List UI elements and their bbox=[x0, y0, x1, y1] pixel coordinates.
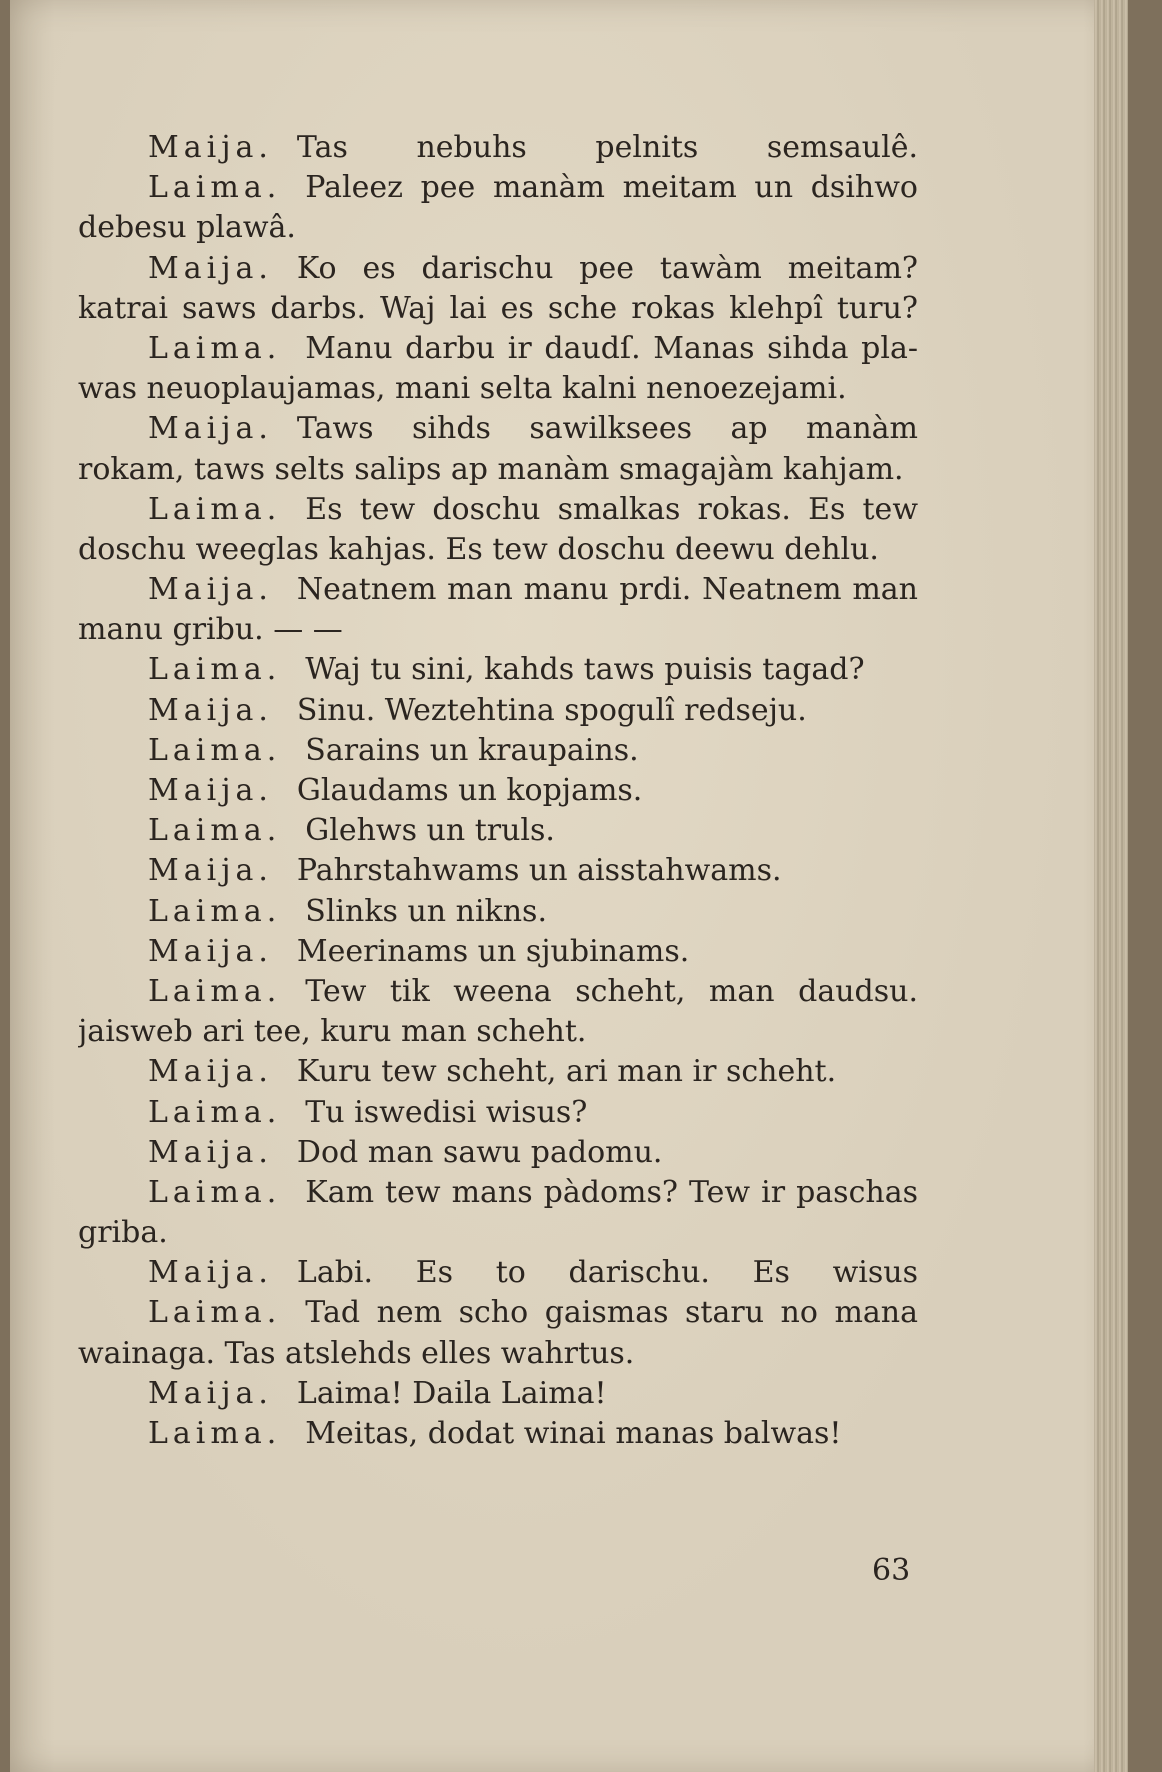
speaker-label: Laima. bbox=[148, 330, 282, 366]
text-line bbox=[78, 530, 918, 570]
text-line bbox=[78, 329, 918, 369]
line-text: Kuru tew scheht, ari man ir scheht. bbox=[296, 1054, 837, 1090]
line-text: Neatnem man manu prdi. Neatnem man bbox=[296, 572, 918, 608]
text-line bbox=[78, 771, 918, 811]
speaker-label: Maija. bbox=[148, 933, 273, 969]
line-text: jaisweb ari tee, kuru man scheht. bbox=[78, 1014, 587, 1050]
text-line bbox=[78, 1334, 918, 1374]
line-text: rokam, taws selts salips ap manàm smagajàm kahjam. bbox=[78, 451, 904, 487]
text-line bbox=[78, 811, 918, 851]
line-text: Pahrstahwams un aisstahwams. bbox=[296, 853, 782, 889]
text-line bbox=[78, 731, 918, 771]
line-text: Laima! Daila Laima! bbox=[296, 1375, 607, 1411]
line-text: Sinu. Weztehtina spogulî redseju. bbox=[296, 692, 807, 728]
speaker-label: Maija. bbox=[148, 692, 273, 728]
text-line bbox=[78, 208, 918, 248]
speaker-label: Laima. bbox=[148, 170, 282, 206]
line-text: Meitas, dodat winai manas balwas! bbox=[305, 1416, 842, 1451]
line-text: Taws sihds sawilksees ap manàm bbox=[296, 411, 918, 447]
text-line bbox=[78, 1374, 918, 1414]
text-line bbox=[78, 1253, 918, 1293]
line-text: katrai saws darbs. Waj lai es sche rokas klehpî turu? bbox=[78, 290, 918, 326]
text-line bbox=[78, 1293, 918, 1333]
line-text: Glehws un truls. bbox=[305, 813, 555, 849]
line-text: Tu iswedisi wisus? bbox=[305, 1094, 588, 1130]
speaker-label: Laima. bbox=[148, 973, 282, 1009]
page-edge bbox=[1094, 0, 1128, 1772]
line-text: griba. bbox=[78, 1215, 168, 1251]
text-line bbox=[78, 1414, 918, 1454]
text-line bbox=[78, 1093, 918, 1133]
line-text: Sarains un kraupains. bbox=[305, 732, 639, 768]
speaker-label: Maija. bbox=[148, 773, 273, 808]
line-text: Tad nem scho gaismas staru no mana bbox=[305, 1295, 918, 1331]
speaker-label: Maija. bbox=[148, 250, 273, 286]
text-line bbox=[78, 409, 918, 449]
speaker-label: Laima. bbox=[148, 813, 282, 849]
text-line bbox=[78, 691, 918, 731]
line-text: Dod man sawu padomu. bbox=[296, 1134, 663, 1170]
line-text: Manu darbu ir daudſ. Manas sihda pla- bbox=[305, 330, 918, 366]
speaker-label: Maija. bbox=[148, 411, 273, 447]
line-text: Tew tik weena scheht, man daudsu. bbox=[305, 973, 918, 1009]
speaker-label: Laima. bbox=[148, 1174, 282, 1210]
speaker-label: Laima. bbox=[148, 491, 282, 527]
text-line bbox=[78, 450, 918, 490]
speaker-label: Maija. bbox=[148, 130, 273, 165]
text-line bbox=[78, 369, 918, 409]
speaker-label: Maija. bbox=[148, 853, 273, 889]
speaker-label: Laima. bbox=[148, 652, 282, 688]
line-text: Ko es darischu pee tawàm meitam? bbox=[296, 250, 918, 286]
line-text: debesu plawâ. bbox=[78, 210, 296, 246]
speaker-label: Maija. bbox=[148, 1134, 273, 1170]
text-line bbox=[78, 1012, 918, 1052]
line-text: Slinks un nikns. bbox=[305, 893, 547, 929]
speaker-label: Maija. bbox=[148, 572, 273, 608]
text-line bbox=[78, 650, 918, 690]
text-line bbox=[78, 892, 918, 932]
line-text: doschu weeglas kahjas. Es tew doschu deewu dehlu. bbox=[78, 531, 879, 567]
text-line bbox=[78, 851, 918, 891]
text-line bbox=[78, 1133, 918, 1173]
text-line bbox=[78, 128, 918, 168]
line-text: Kam tew mans pàdoms? Tew ir paschas bbox=[305, 1174, 918, 1210]
speaker-label: Maija. bbox=[148, 1054, 273, 1090]
speaker-label: Laima. bbox=[148, 893, 282, 929]
speaker-label: Maija. bbox=[148, 1255, 273, 1291]
speaker-label: Laima. bbox=[148, 732, 282, 768]
text-line bbox=[78, 932, 918, 972]
text-line bbox=[78, 610, 918, 650]
text-line bbox=[78, 289, 918, 329]
line-text: Tas nebuhs pelnits semsaulê. bbox=[296, 130, 918, 165]
text-line bbox=[78, 1052, 918, 1092]
text-line bbox=[78, 168, 918, 208]
speaker-label: Maija. bbox=[148, 1375, 273, 1411]
line-text: Waj tu sini, kahds taws puisis tagad? bbox=[305, 652, 865, 688]
line-text: Labi. Es to darischu. Es wisus bbox=[296, 1255, 918, 1291]
line-text: Es tew doschu smalkas rokas. Es tew bbox=[305, 491, 918, 527]
line-text: wainaga. Tas atslehds elles wahrtus. bbox=[78, 1335, 635, 1371]
speaker-label: Laima. bbox=[148, 1094, 282, 1130]
text-line bbox=[78, 570, 918, 610]
text-line bbox=[78, 1173, 918, 1213]
text-line bbox=[78, 1213, 918, 1253]
line-text: Glaudams un kopjams. bbox=[296, 773, 643, 808]
text-line bbox=[78, 972, 918, 1012]
book-page bbox=[10, 0, 1128, 1772]
line-text: Paleez pee manàm meitam un dsihwo bbox=[305, 170, 918, 206]
text-line bbox=[78, 249, 918, 289]
line-text: Meerinams un sjubinams. bbox=[296, 933, 690, 969]
page-number: 63 bbox=[872, 1553, 911, 1588]
line-text: manu gribu. — — bbox=[78, 612, 343, 648]
text-line bbox=[78, 490, 918, 530]
speaker-label: Laima. bbox=[148, 1416, 282, 1451]
speaker-label: Laima. bbox=[148, 1295, 282, 1331]
dialogue-text bbox=[78, 128, 918, 1454]
line-text: was neuoplaujamas, mani selta kalni nenoezejami. bbox=[78, 371, 847, 407]
